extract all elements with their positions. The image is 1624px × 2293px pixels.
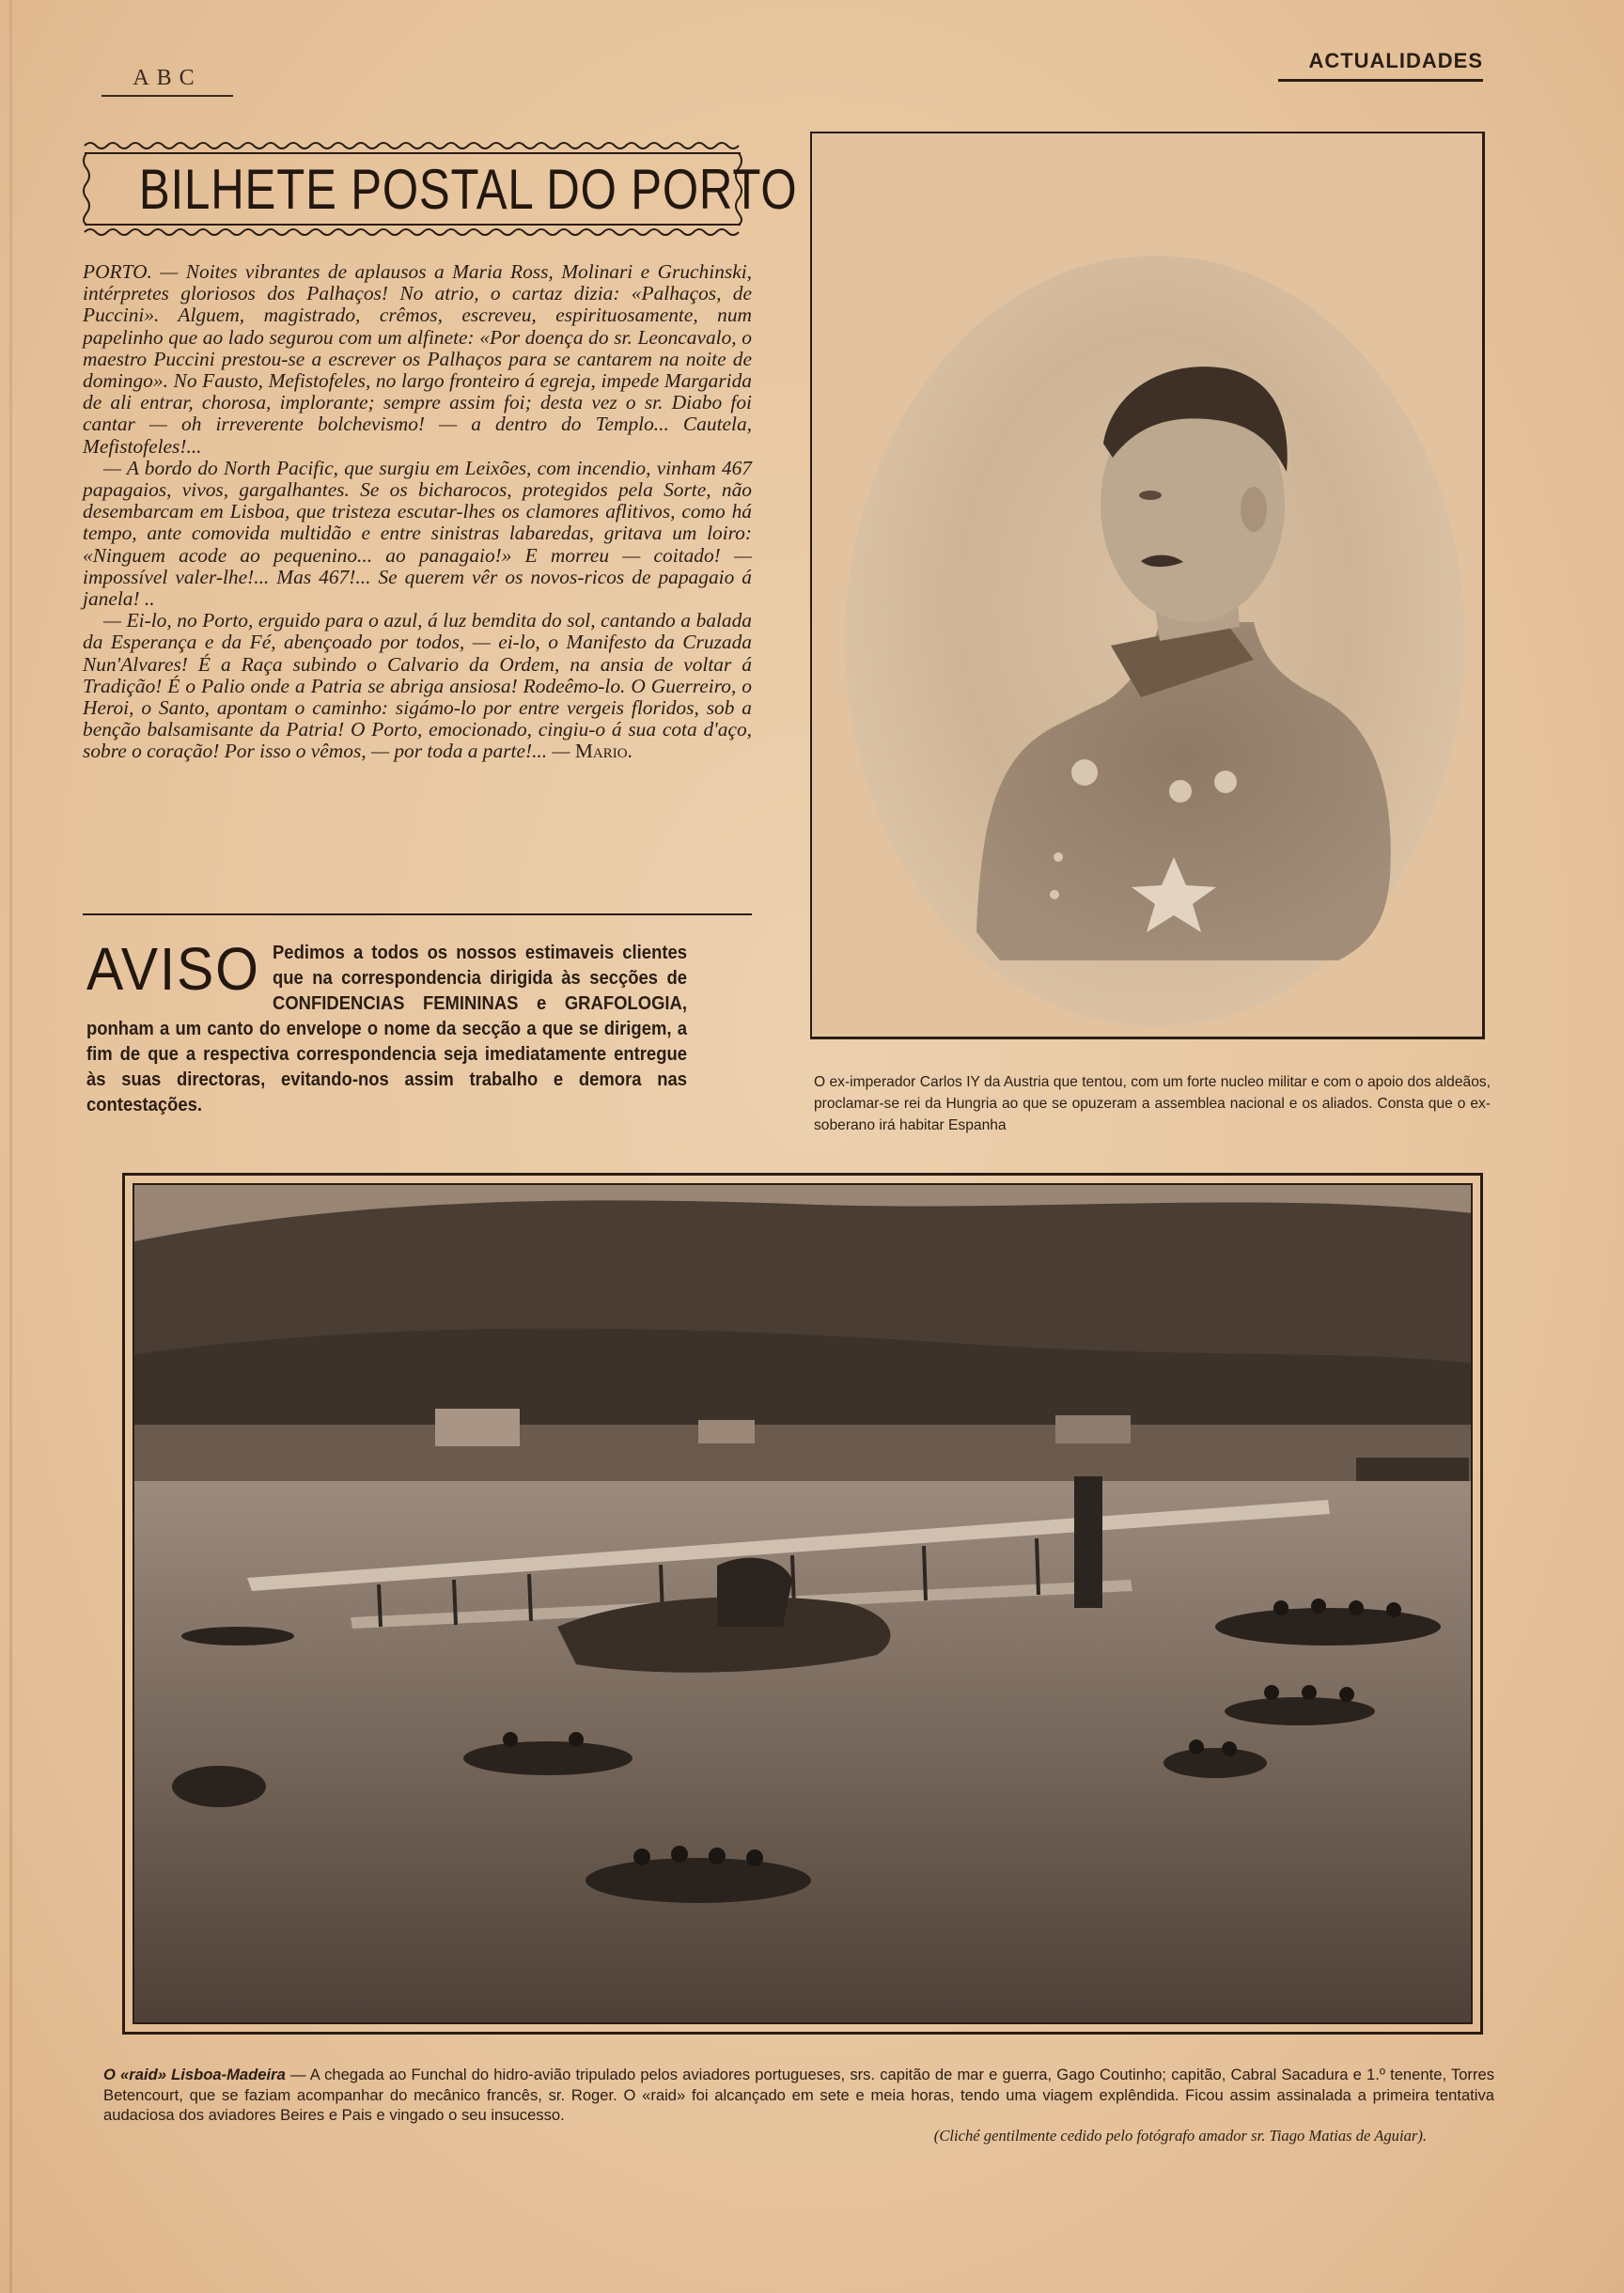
notice-text: Pedimos a todos os nossos estimaveis clientes que na correspondencia dirigida às secções de CONFIDENCIAS FEMININAS e GRAFOLOGIA, ponham a um canto do envelope o nome da secção a que se dirigem, a fim de que a respectiva correspondencia seja imediatamente entregue às suas directoras, evitando-nos assim trabalho e demora nas contestações. [86,942,687,1115]
article-paragraph-text: — Ei-lo, no Porto, erguido para o azul, á luz bemdita do sol, cantando a balada da Esperança e da Fé, abençoado por todos, — ei-lo, o Manifesto da Cruzada Nun'Alvares! É a Raça subindo o Calvario da Ordem, na ansia de voltar á Tradição! É o Palio onde a Patria se abriga ansiosa! Rodeêmo-lo. O Guerreiro, o Heroi, o Santo, apontam o caminho: sigámo-lo por entre vergeis floridos, sob a benção balsamisante da Patria! O Porto, emocionado, cingiu-o á sua cota d'aço, sobre o coração! Por isso o vêmos, — por toda a parte!... — [83,609,752,763]
seaplane-photo-image [134,1185,1473,2024]
portrait-frame [810,132,1485,1039]
magazine-masthead: ABC [102,66,233,97]
photo-caption [103,2065,1494,2126]
section-heading: ACTUALIDADES [1278,49,1483,82]
article-title-box [79,136,798,242]
section-divider [83,913,752,915]
notice-heading-space [86,940,273,992]
article-signature: Mario. [574,740,632,763]
seaplane-photo [133,1183,1473,2024]
photo-caption-body: — A chegada ao Funchal do hidro-avião tripulado pelos aviadores portugueses, srs. capitão de mar e guerra, Gago Coutinho; capitão, Cabral Sacadura e 1.º tenente, Torres Betencourt, que se faziam acompanhar do mecânico francês, sr. Roger. O «raid» foi alcançado em sete e meia horas, tendo uma viagem explêndida. Ficou assim assinalada a primeira tentativa audaciosa dos aviadores Beires e Pais e vingado o seu insucesso. [103,2066,1495,2124]
photo-frame [122,1173,1483,2035]
article-paragraph: PORTO. — Noites vibrantes de aplausos a Maria Ross, Molinari e Gruchinski, intérpretes gloriosos dos Palhaços! No atrio, o cartaz dizia: «Palhaços, de Puccini». Alguem, magistrado, crêmos, escreveu, espirituosamente, num papelinho que ao lado segurou com um alfinete: «Por doença do sr. Leoncavalo, o maestro Puccini prestou-se a escrever os Palhaços para se cantarem na noite de domingo». No Fausto, Mefistofeles, no largo fronteiro á egreja, impede Margarida de ali entrar, chorosa, implorante; sempre assim foi; desta vez o sr. Diabo foi cantar — oh irreverente bolchevismo! — a dentro do Templo... Cautela, Mefistofeles!... [83,260,752,458]
photo-caption-lead: O «raid» Lisboa-Madeira [103,2066,286,2083]
portrait-caption: O ex-imperador Carlos IY da Austria que tentou, com um forte nucleo militar e com o apoio dos aldeãos, proclamar-se rei da Hungria ao que se opuzeram a assemblea nacional e os aliados. Consta que o ex-soberano irá habitar Espanha [814,1074,1491,1133]
notice-heading: AVISO [86,935,260,1003]
portrait-photo [812,133,1487,1041]
article-paragraph [83,610,752,762]
notice-block [86,940,687,1117]
article-paragraph: — A bordo do North Pacific, que surgiu em Leixões, com incendio, vinham 467 papagaios, vivos, gargalhantes. Se os bicharocos, protegidos pela Sorte, não desembarcam em Lisboa, que tristeza escutar-lhes os clamores aflitivos, como há tempo, ante comovida multidão e entre sinistras labaredas, gritava um loiro: «Ninguem acode ao pequenino... ao panagaio!» E morreu — coitado! — impossível valer-lhe!... Mas 467!... Se querem vêr os novos-ricos de papagaio á janela! .. [83,456,752,611]
article-body [83,261,752,763]
article-title: BILHETE POSTAL DO PORTO [138,158,798,221]
photo-credit: (Cliché gentilmente cedido pelo fotógrafo amador sr. Tiago Matias de Aguiar). [933,2127,1427,2145]
page-fold-shadow [9,0,12,2293]
